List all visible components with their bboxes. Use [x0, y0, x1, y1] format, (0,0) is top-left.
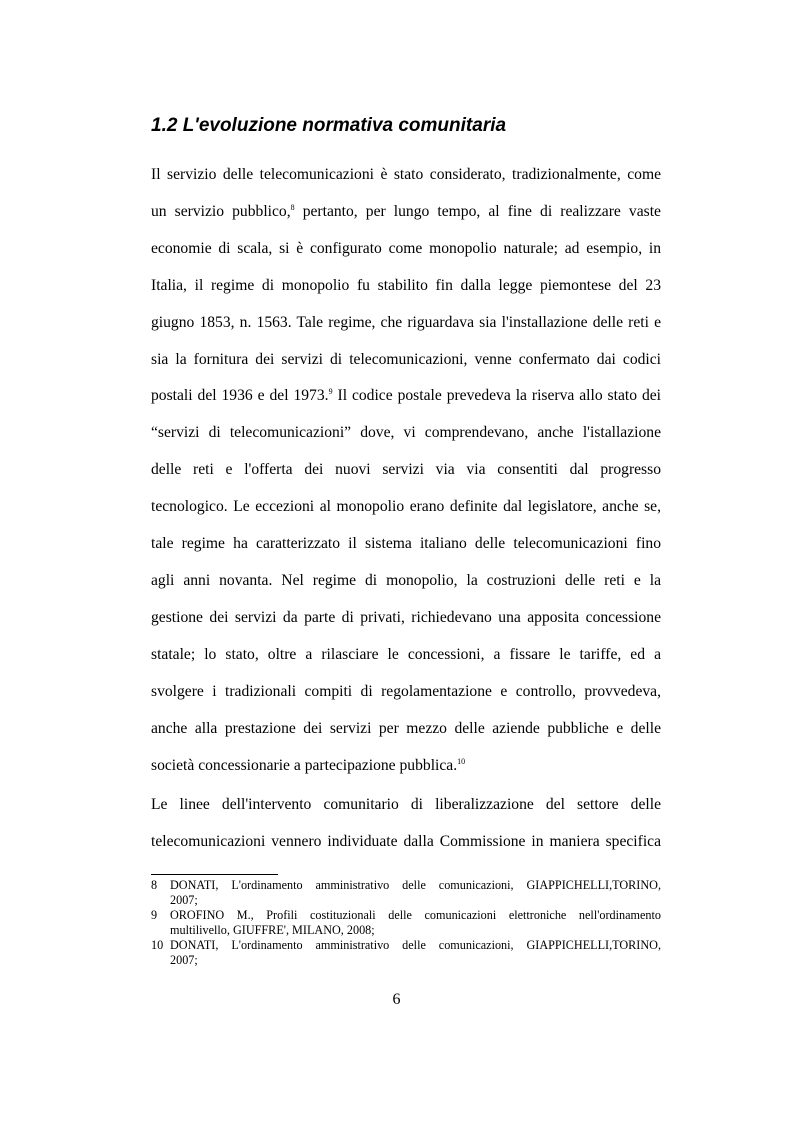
footnote	[151, 908, 661, 937]
text-line: Le linee dell'intervento comunitario di liberalizzazione del settore delle	[151, 796, 661, 813]
text-line: economie di scala, si è configurato come monopolio naturale; ad esempio, in	[151, 239, 661, 257]
footnotes	[151, 878, 661, 969]
footnote-ref[interactable]: 10	[457, 756, 466, 766]
footnote	[151, 938, 661, 967]
footnote-number: 10	[151, 938, 164, 953]
footnote-text	[170, 908, 661, 937]
section-heading: 1.2 L'evoluzione normativa comunitaria	[151, 115, 507, 136]
text-segment: Il codice postale prevedeva la riserva allo stato dei	[332, 387, 661, 405]
paragraph-1	[151, 157, 661, 784]
footnote-line: 2007;	[170, 952, 198, 967]
text-line: tecnologico. Le eccezioni al monopolio erano definite dal legislatore, anche se,	[151, 498, 661, 516]
footnote-line: OROFINO M., Profili costituzionali delle comunicazioni elettroniche nell'ordinamento	[170, 908, 661, 923]
text-line: sia la fornitura dei servizi di telecomunicazioni, venne confermato dai codici	[151, 350, 661, 368]
page-number: 6	[392, 991, 401, 1008]
footnote-line: 2007;	[170, 892, 198, 907]
footnote	[151, 878, 661, 907]
text-line	[151, 748, 661, 785]
footnote-ref[interactable]: 9	[328, 387, 333, 397]
text-line	[151, 378, 661, 415]
text-line: svolgere i tradizionali compiti di regolamentazione e controllo, provvedeva,	[151, 682, 661, 700]
text-line: giugno 1853, n. 1563. Tale regime, che riguardava sia l'installazione delle reti e	[151, 313, 661, 331]
text-line: Il servizio delle telecomunicazioni è stato considerato, tradizionalmente, come	[151, 166, 661, 183]
text-segment: un servizio pubblico,	[151, 202, 291, 220]
footnote-ref[interactable]: 8	[290, 202, 295, 212]
paragraph-2	[151, 787, 661, 861]
text-line: delle reti e l'offerta dei nuovi servizi via via consentiti dal progresso	[151, 461, 661, 479]
text-segment: società concessionarie a partecipazione pubblica.	[151, 756, 458, 774]
text-line: telecomunicazioni vennero individuate dalla Commissione in maniera specifica	[151, 832, 661, 850]
text-line: tale regime ha caratterizzato il sistema italiano delle telecomunicazioni fino	[151, 535, 661, 553]
text-line: Italia, il regime di monopolio fu stabilito fin dalla legge piemontese del 23	[151, 276, 661, 294]
text-line: “servizi di telecomunicazioni” dove, vi comprendevano, anche l'istallazione	[151, 424, 661, 442]
text-segment: pertanto, per lungo tempo, al fine di realizzare vaste	[294, 202, 661, 220]
text-line: statale; lo stato, oltre a rilasciare le concessioni, a fissare le tariffe, ed a	[151, 645, 661, 663]
text-line: gestione dei servizi da parte di privati, richiedevano una apposita concessione	[151, 608, 661, 626]
footnote-line: DONATI, L'ordinamento amministrativo delle comunicazioni, GIAPPICHELLI,TORINO,	[170, 878, 661, 892]
text-line: anche alla prestazione dei servizi per mezzo delle aziende pubbliche e delle	[151, 719, 661, 737]
footnote-line: DONATI, L'ordinamento amministrativo delle comunicazioni, GIAPPICHELLI,TORINO,	[170, 938, 661, 953]
footnote-number: 8	[151, 878, 158, 892]
text-segment: postali del 1936 e del 1973.	[151, 387, 329, 405]
text-line	[151, 194, 661, 231]
footnote-text	[170, 938, 661, 967]
footnote-text	[170, 878, 661, 907]
footnote-line: multilivello, GIUFFRE', MILANO, 2008;	[170, 922, 375, 937]
footnote-separator	[151, 874, 278, 875]
footnote-number: 9	[151, 908, 158, 923]
text-line: agli anni novanta. Nel regime di monopolio, la costruzioni delle reti e la	[151, 571, 661, 589]
